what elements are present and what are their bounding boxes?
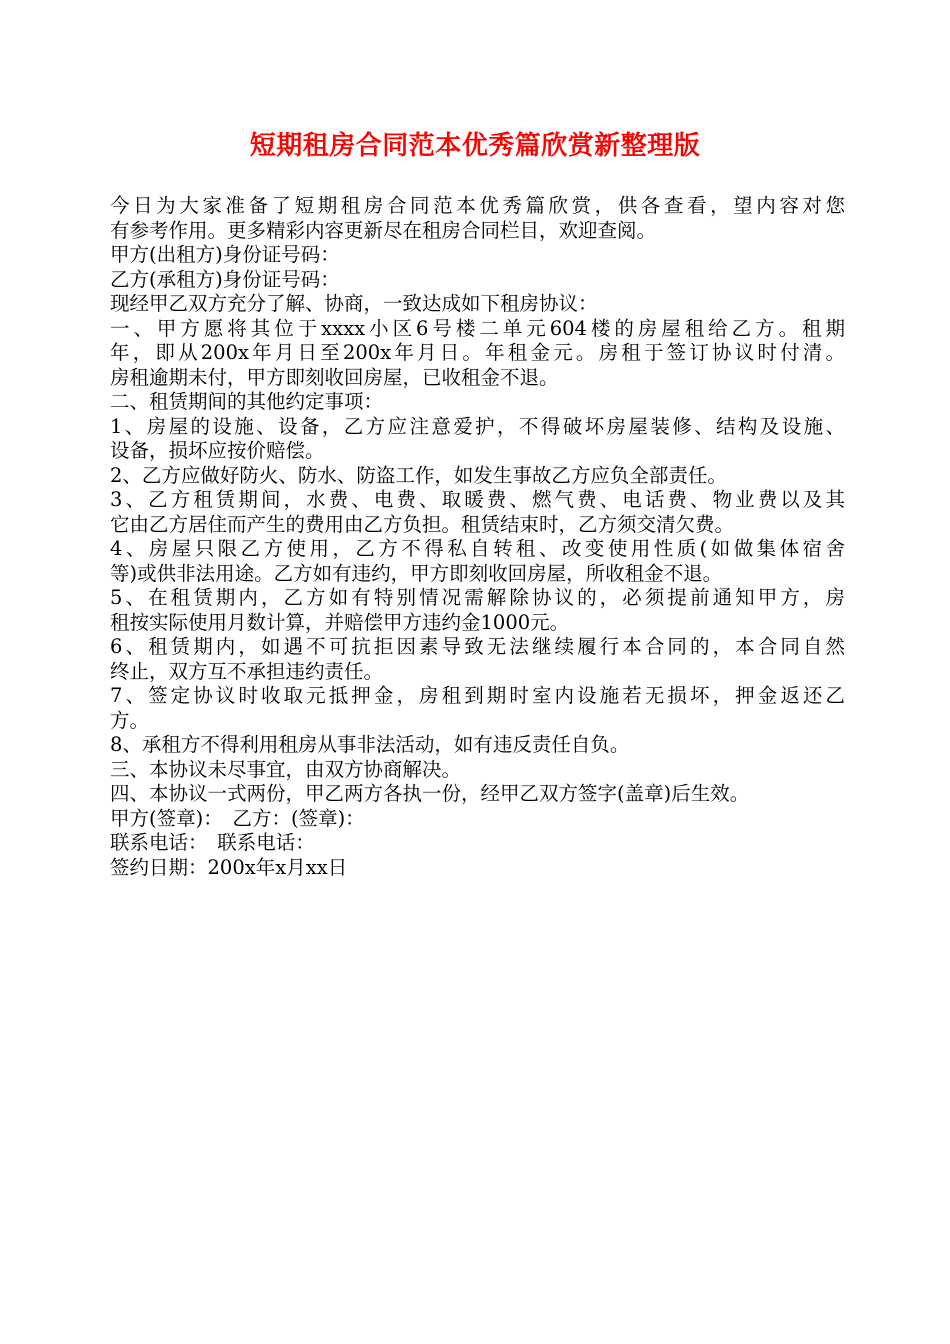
body-line: 联系电话： 联系电话： [110,831,315,854]
document-body [110,194,845,880]
body-line: 甲方(出租方)身份证号码： [110,243,340,266]
body-line: 租按实际使用月数计算，并赔偿甲方违约金1000元。 [110,610,570,634]
body-line: 7、签定协议时收取元抵押金，房租到期时室内设施若无损坏，押金返还乙 [110,684,845,707]
document-title: 短期租房合同范本优秀篇欣赏新整理版 [249,131,701,161]
body-line: 四、本协议一式两份，甲乙两方各执一份，经甲乙双方签字(盖章)后生效。 [110,782,750,805]
body-line: 5、在租赁期内，乙方如有特别情况需解除协议的，必须提前通知甲方，房 [110,586,845,609]
body-line: 4、房屋只限乙方使用，乙方不得私自转租、改变使用性质(如做集体宿舍 [110,537,845,560]
body-line: 乙方(承租方)身份证号码： [110,267,340,291]
body-line: 二、租赁期间的其他约定事项： [110,390,384,413]
body-line: 它由乙方居住而产生的费用由乙方负担。租赁结束时，乙方须交清欠费。 [110,512,735,536]
body-line: 签约日期：200x年x月xx日 [110,855,348,879]
body-line: 有参考作用。更多精彩内容更新尽在租房合同栏目，欢迎查阅。 [110,218,657,242]
body-line: 年，即从200x年月日至200x年月日。年租金元。房租于签订协议时付清。 [110,341,845,364]
body-line: 终止，双方互不承担违约责任。 [110,659,384,683]
body-line: 现经甲乙双方充分了解、协商，一致达成如下租房协议： [110,292,598,315]
body-line: 2、乙方应做好防火、防水、防盗工作，如发生事故乙方应负全部责任。 [110,463,727,487]
body-line: 设备，损坏应按价赔偿。 [110,439,325,462]
body-line: 房租逾期未付，甲方即刻收回房屋，已收租金不退。 [110,365,559,389]
body-line: 一、甲方愿将其位于xxxx小区6号楼二单元604楼的房屋租给乙方。租期 [110,316,845,340]
body-line: 3、乙方租赁期间，水费、电费、取暖费、燃气费、电话费、物业费以及其 [110,488,845,511]
body-line: 1、房屋的设施、设备，乙方应注意爱护，不得破坏房屋装修、结构及设施、 [110,414,845,438]
body-line: 三、本协议未尽事宜，由双方协商解决。 [110,757,462,781]
body-line: 8、承租方不得利用租房从事非法活动，如有违反责任自负。 [110,733,630,756]
body-line: 甲方(签章)： 乙方：(签章)： [110,806,365,830]
body-line: 等)或供非法用途。乙方如有违约，甲方即刻收回房屋，所收租金不退。 [110,561,723,585]
body-line: 方。 [110,708,150,732]
body-line: 6、租赁期内，如遇不可抗拒因素导致无法继续履行本合同的，本合同自然 [110,635,845,658]
body-line: 今日为大家准备了短期租房合同范本优秀篇欣赏，供各查看，望内容对您 [110,194,845,217]
